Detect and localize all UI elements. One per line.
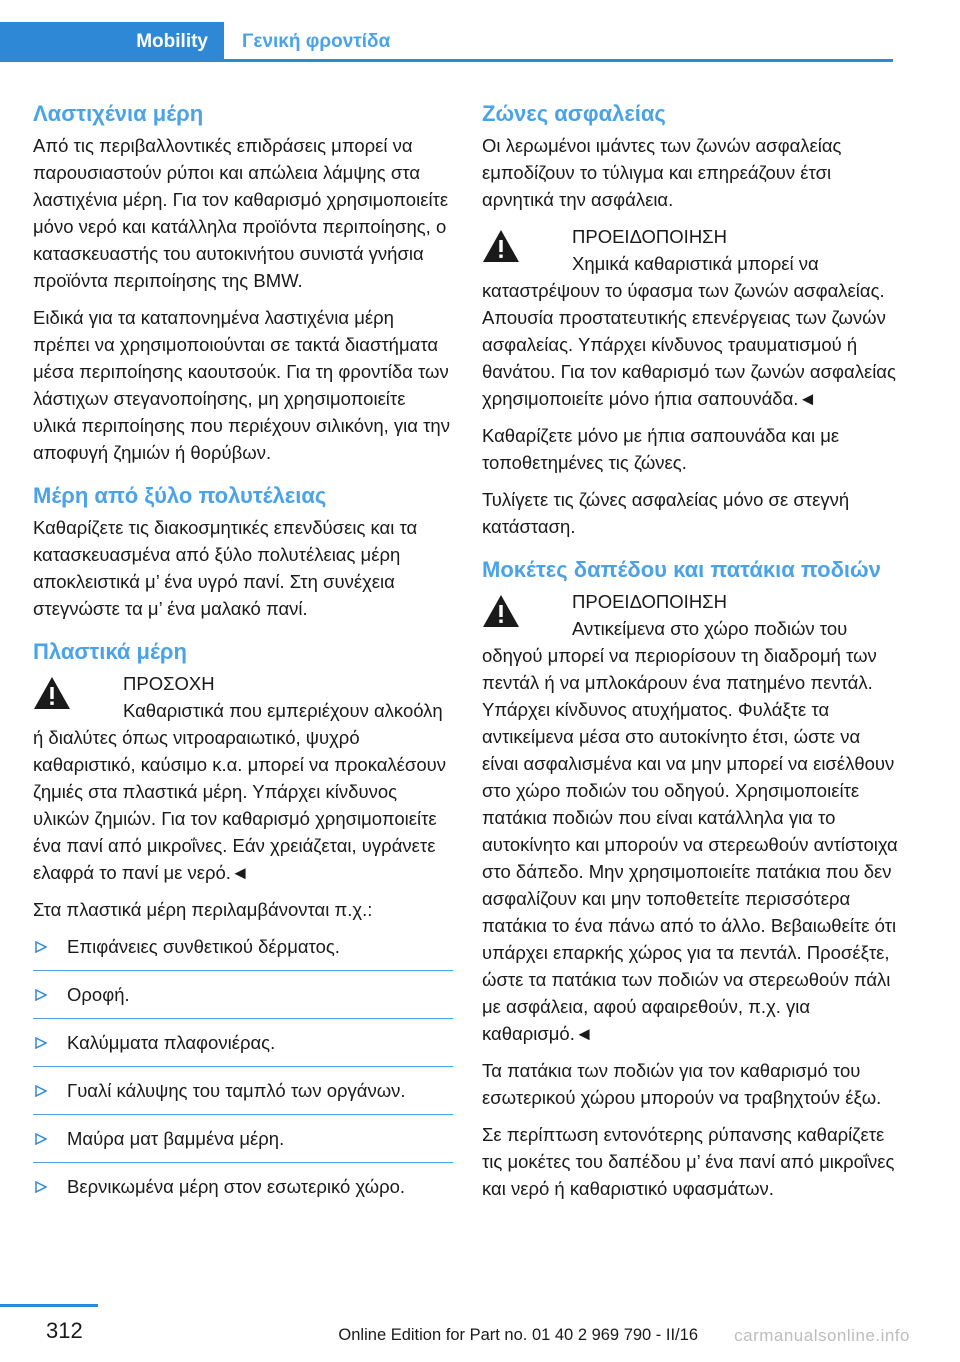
list-item (33, 1077, 453, 1115)
list-item-text: Οροφή. (67, 984, 130, 1005)
section-title: Πλαστικά μέρη (33, 639, 187, 664)
section-seat-belts (482, 100, 900, 540)
warning-triangle-icon (482, 229, 520, 263)
paragraph: Τυλίγετε τις ζώνες ασφαλείας μόνο σε στεγνή κατάσταση. (482, 489, 850, 537)
caution-title: ΠΡΟΣΟΧΗ (123, 673, 215, 694)
section-title: Μέρη από ξύλο πολυτέλειας (33, 483, 327, 508)
list-item-text: Γυαλί κάλυψης του ταμπλό των οργάνων. (67, 1080, 406, 1101)
bullet-arrow-icon (35, 989, 47, 1001)
paragraph: Από τις περιβαλλοντικές επιδράσεις μπορεί να παρουσιαστούν ρύποι και απώλεια λάμψης στα λαστιχένια μέρη. Για τον καθαρισμό χρησιμοποιείτε μόνο νερό και κατάλληλα προϊόντα περιποίησης, ο κατασκευαστής του αυτοκινήτου συνιστά γνήσια προϊόντα περιποίησης της BMW. (33, 135, 449, 291)
caution-notice (33, 670, 453, 886)
watermark[interactable]: carmanualsonline.info (734, 1326, 910, 1345)
list-item-text: Βερνικωμένα μέρη στον εσωτερικό χώρο. (67, 1176, 406, 1197)
bullet-arrow-icon (35, 1085, 47, 1097)
section-title: Λαστιχένια μέρη (33, 101, 204, 126)
section-tab-general-care[interactable]: Γενική φροντίδα (242, 31, 391, 52)
list-item-text: Μαύρα ματ βαμμένα μέρη. (67, 1128, 285, 1149)
paragraph: Καθαρίζετε μόνο με ήπια σαπουνάδα και με τοποθετημένες τις ζώνες. (482, 425, 840, 473)
bullet-arrow-icon (35, 1037, 47, 1049)
paragraph: Στα πλαστικά μέρη περιλαμβάνονται π.χ.: (33, 899, 373, 920)
warning-body: Χημικά καθαριστικά μπορεί να καταστρέψουν το ύφασμα των ζωνών ασφαλείας. Απουσία προστατευτικής επενέργειας των ζωνών ασφαλείας. Υπάρχει κίνδυνος τραυματισμού ή θανάτου. Για τον καθαρισμό των ζωνών ασφαλείας χρησιμοποιείτε μόνο ήπια σαπουνάδα.◄ (482, 253, 896, 409)
warning-notice (482, 588, 900, 1047)
plastic-parts-list (33, 933, 453, 1210)
warning-title: ΠΡΟΕΙΔΟΠΟΙΗΣΗ (572, 591, 727, 612)
warning-title: ΠΡΟΕΙΔΟΠΟΙΗΣΗ (572, 226, 727, 247)
section-title: Ζώνες ασφαλείας (482, 101, 666, 126)
left-column (33, 100, 453, 1220)
footer-rule (0, 1304, 98, 1307)
section-plastic-parts (33, 638, 453, 1210)
warning-triangle-icon (482, 594, 520, 628)
paragraph: Σε περίπτωση εντονότερης ρύπανσης καθαρίζετε τις μοκέτες του δαπέδου μ’ ένα πανί από μικροΐνες και νερό ή καθαριστικό υφασμάτων. (482, 1124, 895, 1199)
list-item (33, 1173, 453, 1210)
warning-triangle-icon (33, 676, 71, 710)
warning-body: Αντικείμενα στο χώρο ποδιών του οδηγού μπορεί να περιορίσουν τη διαδρομή των πεντάλ ή να μπλοκάρουν ένα πατημένο πεντάλ. Υπάρχει κίνδυνος ατυχήματος. Φυλάξτε τα αντικείμενα μέσα στο αυτοκίνητο έτσι, ώστε να είναι ασφαλισμένα και να μην μπορεί να εισέλθουν στο χώρο ποδιών του οδηγού. Χρησιμοποιείτε πατάκια ποδιών που είναι κατάλληλα για το αυτοκίνητο και μπορούν να στερεωθούν αντίστοιχα στο δάπεδο. Μην χρησιμοποιείτε πατάκια που δεν ασφαλίζουν και μην τοποθετείτε περισσότερα πατάκια το ένα πάνω από το άλλο. Βεβαιωθείτε ότι υπάρχει επαρκής χώρος για τα πεντάλ. Προσέξτε, ώστε τα πατάκια των ποδιών να στερεωθούν πάλι με ασφάλεια, αφού αφαιρεθούν, π.χ. για καθαρισμό.◄ (482, 618, 898, 1044)
list-item-text: Καλύμματα πλαφονιέρας. (67, 1032, 276, 1053)
paragraph: Οι λερωμένοι ιμάντες των ζωνών ασφαλείας εμποδίζουν το τύλιγμα και επηρεάζουν έτσι αρνητικά την ασφάλεια. (482, 135, 842, 210)
header-rule (0, 59, 893, 62)
section-floor-mats (482, 556, 900, 1202)
bullet-arrow-icon (35, 941, 47, 953)
paragraph: Ειδικά για τα καταπονημένα λαστιχένια μέρη πρέπει να χρησιμοποιούνται σε τακτά διαστήματα μέσα περιποίησης καουτσούκ. Για τη φροντίδα των λάστιχων στεγανοποίησης, μη χρησιμοποιείτε υλικά περιποίησης που περιέχουν σιλικόνη, για την αποφυγή ζημιών ή θορύβων. (33, 307, 450, 463)
page-number: 312 (46, 1318, 83, 1343)
edition-note: Online Edition for Part no. 01 40 2 969 790 - II/16 (338, 1326, 698, 1344)
list-item (33, 933, 453, 971)
section-fine-wood-parts (33, 482, 453, 622)
list-item (33, 981, 453, 1019)
list-item (33, 1125, 453, 1163)
chapter-tab-mobility[interactable]: Mobility (0, 22, 224, 62)
list-item (33, 1029, 453, 1067)
warning-notice (482, 223, 900, 412)
paragraph: Τα πατάκια των ποδιών για τον καθαρισμό του εσωτερικού χώρου μπορούν να τραβηχτούν έξω. (482, 1060, 882, 1108)
section-title: Μοκέτες δαπέδου και πατάκια ποδιών (482, 557, 881, 582)
bullet-arrow-icon (35, 1133, 47, 1145)
caution-body: Καθαριστικά που εμπεριέχουν αλκοόλη ή διαλύτες όπως νιτροαραιωτικό, ψυχρό καθαριστικό, καύσιμο κ.α. μπορεί να προκαλέσουν ζημιές στα πλαστικά μέρη. Υπάρχει κίνδυνος υλικών ζημιών. Για τον καθαρισμό χρησιμοποιείτε ένα πανί από μικροΐνες. Εάν χρειάζεται, υγράνετε ελαφρά το πανί με νερό.◄ (33, 700, 447, 883)
paragraph: Καθαρίζετε τις διακοσμητικές επενδύσεις και τα κατασκευασμένα από ξύλο πολυτέλειας μέρη αποκλειστικά μ’ ένα υγρό πανί. Στη συνέχεια στεγνώστε τα μ’ ένα μαλακό πανί. (33, 517, 418, 619)
section-rubber-parts (33, 100, 453, 466)
right-column (482, 100, 900, 1212)
bullet-arrow-icon (35, 1181, 47, 1193)
list-item-text: Επιφάνειες συνθετικού δέρματος. (67, 936, 340, 957)
page-header (0, 22, 893, 62)
